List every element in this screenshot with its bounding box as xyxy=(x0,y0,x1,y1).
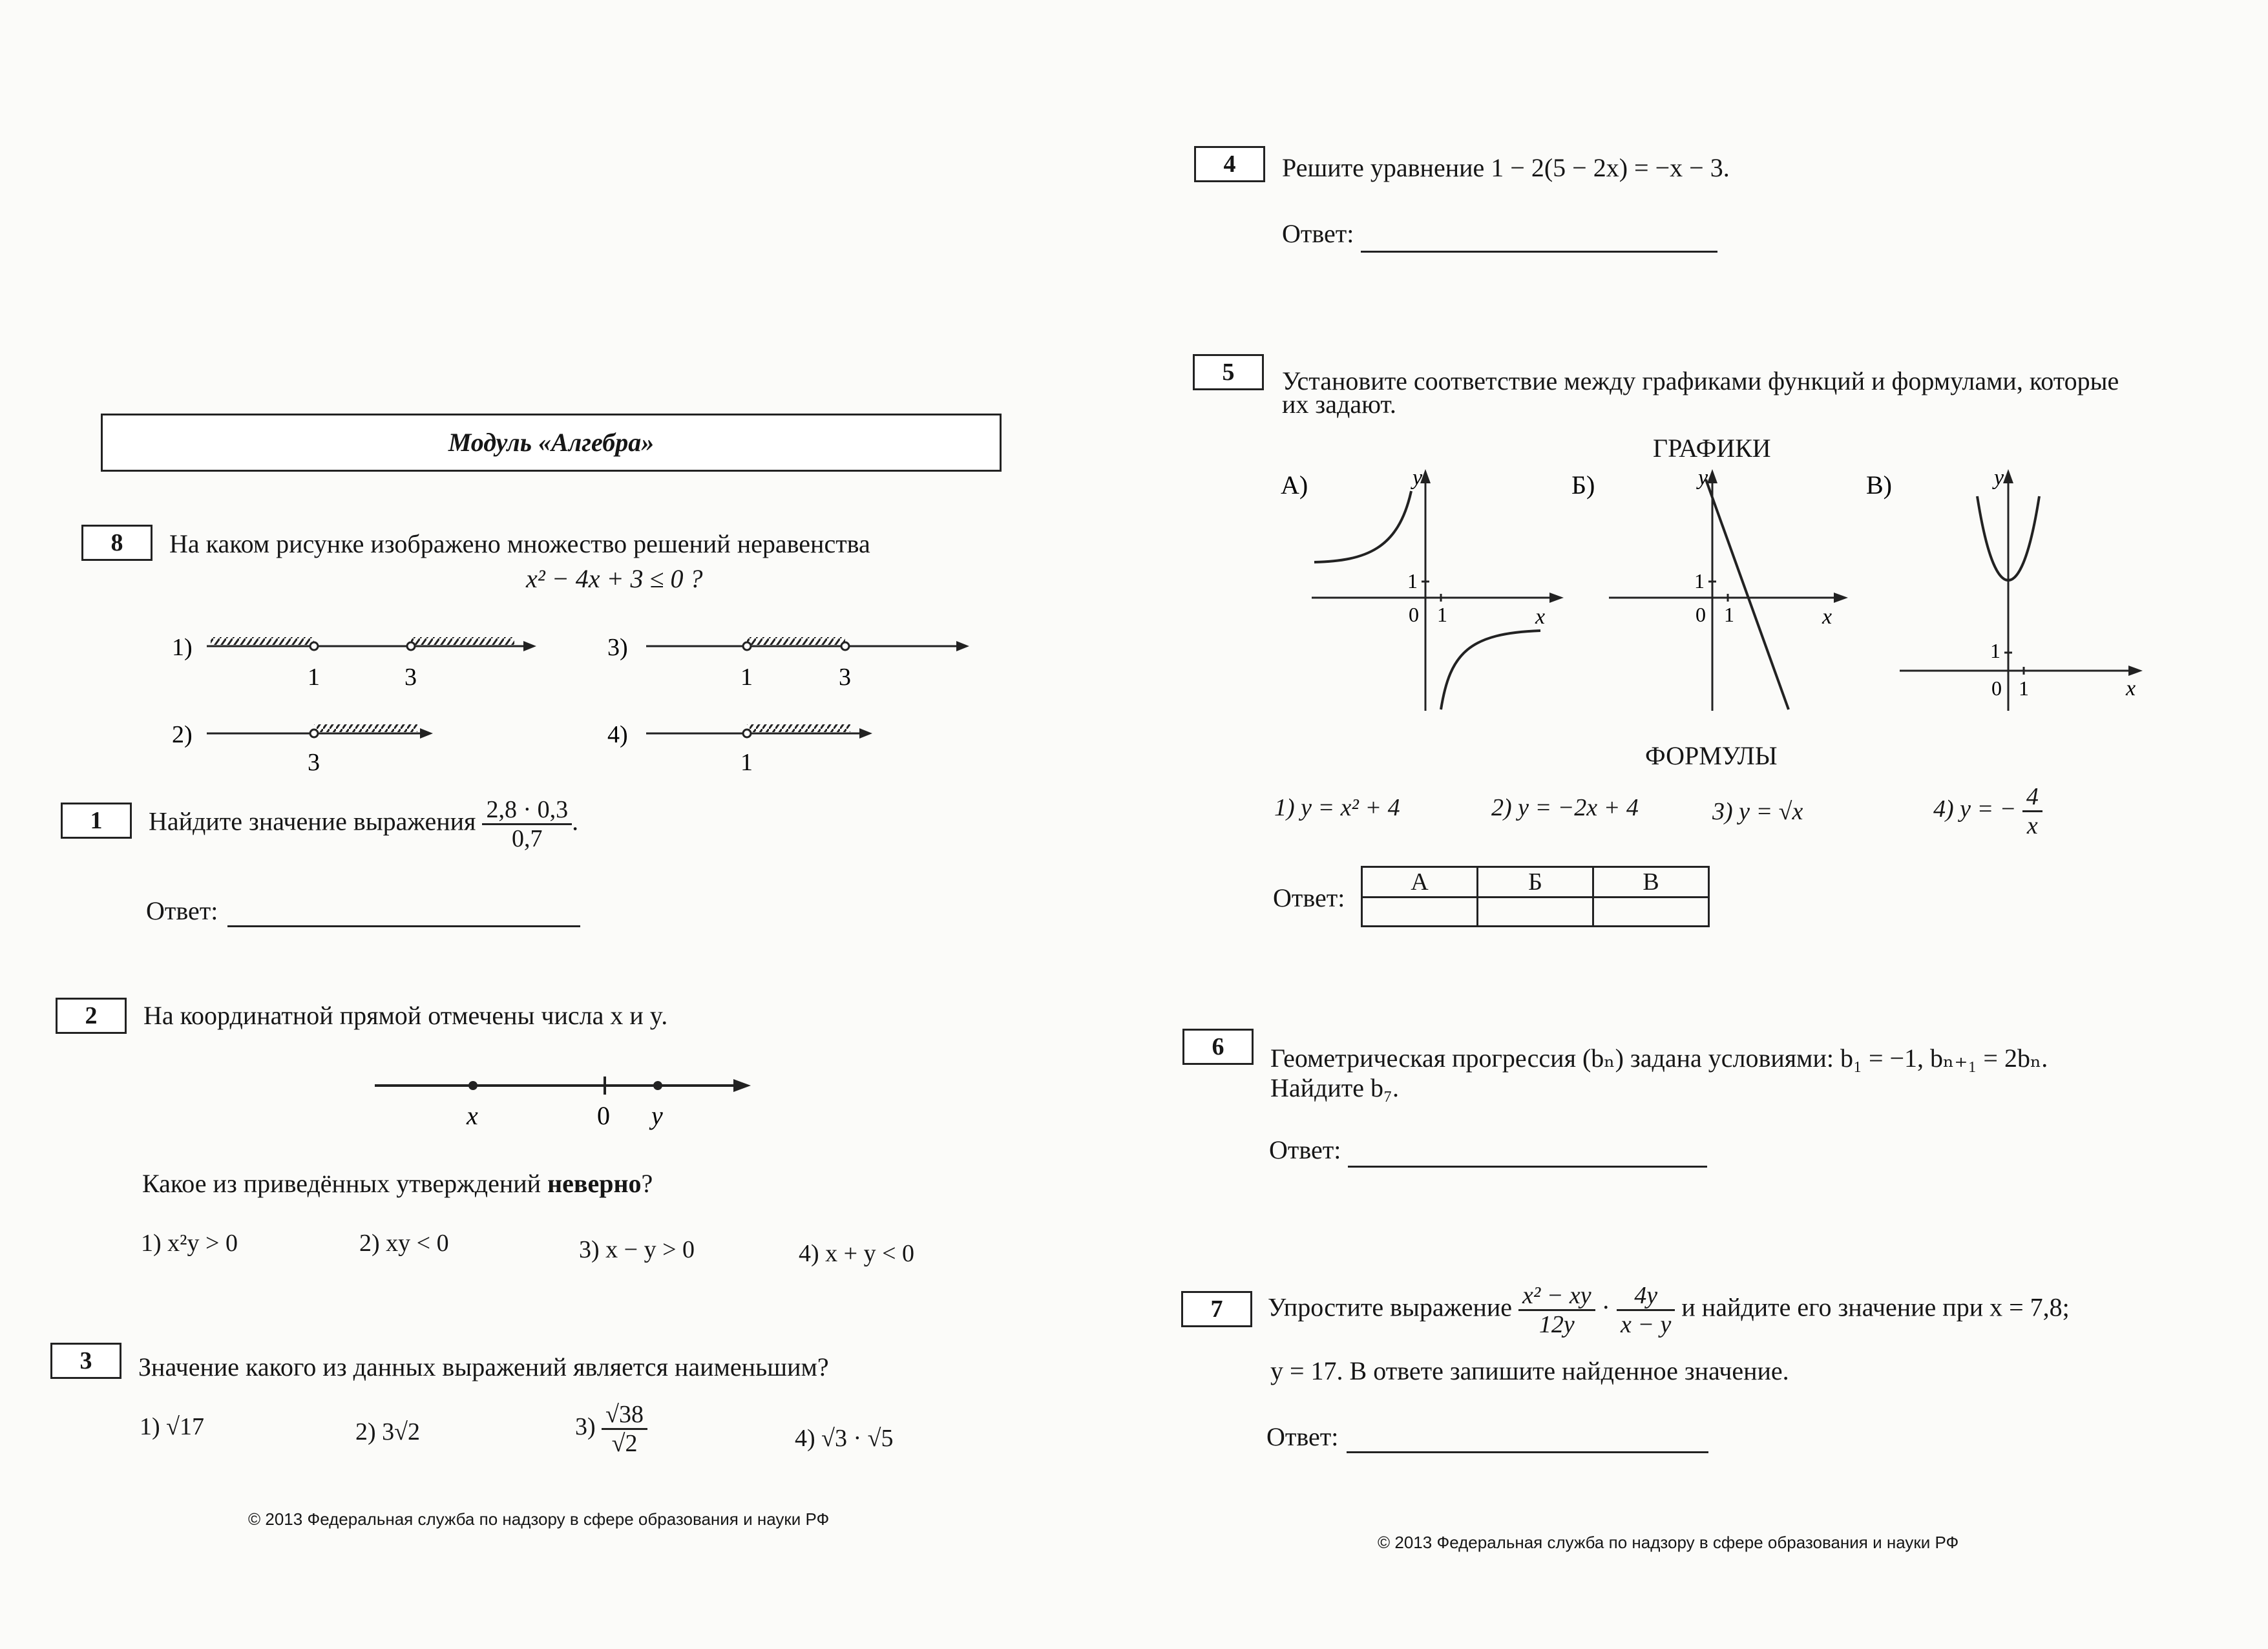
task-number-1: 1 xyxy=(61,803,132,839)
q2-question-text: Какое из приведённых утверждений xyxy=(142,1169,548,1198)
q5-formula-3: 3) y = √x xyxy=(1712,798,1803,825)
q5-table-cell-v[interactable] xyxy=(1593,898,1709,927)
q1-text: Найдите значение выражения xyxy=(149,806,476,836)
q7-prompt: Упростите выражение $\frac{\text{x² − xy}}{12y}$ · $\frac{4y}{x - y}$ и найдите его значение при x = 7,8; xyxy=(1268,1282,2070,1338)
q8-option-3-tick-3: 3 xyxy=(839,664,851,691)
q5-graph-b-label: Б) xyxy=(1571,470,1595,499)
q3-text: Значение какого из данных выражений является наименьшим? xyxy=(138,1352,829,1381)
q4-answer-label: Ответ: xyxy=(1282,219,1354,248)
q5-graph-a-label: А) xyxy=(1281,470,1308,499)
q5-graph-b-one-y: 1 xyxy=(1694,569,1705,593)
q5-formula-4-numerator: 4 xyxy=(2022,783,2042,812)
task-number-4: 4 xyxy=(1194,146,1265,182)
q2-question xyxy=(142,1168,653,1199)
q8-number-lines xyxy=(155,620,995,788)
q1-fraction xyxy=(482,796,572,852)
q1-numerator: 2,8 · 0,3 xyxy=(482,796,572,825)
q2-option-2[interactable]: 2) xy < 0 xyxy=(359,1230,449,1257)
q6-answer-label: Ответ: xyxy=(1269,1135,1341,1164)
q7-fraction-2 xyxy=(1617,1282,1675,1338)
q8-option-4-line xyxy=(646,724,872,739)
q5-graph-b-y: y xyxy=(1698,466,1708,490)
q7-fraction-1-numerator: x² − xy xyxy=(1518,1282,1595,1311)
q5-graph-v-x: x xyxy=(2126,677,2136,700)
q5-table-header-v: В xyxy=(1593,867,1709,898)
q5-graph-b xyxy=(1566,465,1851,717)
task-number-3: 3 xyxy=(50,1343,121,1379)
task-number-7: 7 xyxy=(1181,1291,1252,1327)
q4-text: Решите уравнение 1 − 2(5 − 2x) = −x − 3. xyxy=(1282,153,1730,182)
q2-label-y: y xyxy=(651,1101,663,1130)
q2-text: На координатной прямой отмечены числа x и y. xyxy=(143,1001,668,1030)
q8-option-4-tick-1: 1 xyxy=(740,749,753,776)
q7-text-start: Упростите выражение xyxy=(1268,1292,1513,1322)
q1-answer-label: Ответ: xyxy=(146,896,218,925)
q8-option-1-tick-1: 1 xyxy=(308,664,320,691)
q8-option-2-line xyxy=(207,724,433,739)
q5-graph-b-x: x xyxy=(1822,605,1832,629)
q4-answer-field[interactable] xyxy=(1361,251,1717,253)
q5-table-cell-a[interactable] xyxy=(1362,898,1478,927)
q1-answer-field[interactable] xyxy=(227,925,580,927)
q2-option-3[interactable]: 3) x − y > 0 xyxy=(579,1236,695,1263)
q7-fraction-1-denominator: 12y xyxy=(1538,1311,1575,1338)
q5-graph-a-one-y: 1 xyxy=(1407,569,1418,593)
q5-graph-a-x: x xyxy=(1535,605,1546,629)
q5-formula-4 xyxy=(1933,783,2042,839)
q2-label-0: 0 xyxy=(597,1101,610,1130)
q8-option-1-tick-3: 3 xyxy=(404,664,417,691)
q6-answer-field[interactable] xyxy=(1348,1166,1707,1168)
q1-prompt: Найдите значение выражения $\frac{2,8 \cdot 0,3}{0,7}$ . xyxy=(149,796,579,852)
q3-option-3-fraction xyxy=(602,1401,647,1457)
q7-text-line2: y = 17. В ответе запишите найденное значение. xyxy=(1270,1356,1789,1385)
q2-label-x: x xyxy=(467,1101,478,1130)
q1-denominator: 0,7 xyxy=(512,825,543,852)
q5-formula-2: 2) y = −2x + 4 xyxy=(1491,794,1639,821)
q3-option-3-denominator: √2 xyxy=(611,1430,638,1457)
footer-right: © 2013 Федеральная служба по надзору в сфере образования и науки РФ xyxy=(1378,1533,1959,1552)
q5-graph-v-one-x: 1 xyxy=(2019,677,2029,700)
q5-formula-1: 1) y = x² + 4 xyxy=(1274,794,1400,821)
q6-text-line2: Найдите b₇. xyxy=(1270,1073,1399,1102)
q5-graphs-title: ГРАФИКИ xyxy=(1653,434,1771,463)
q7-answer-label: Ответ: xyxy=(1266,1422,1339,1451)
q5-text-line2: их задают. xyxy=(1282,390,1396,419)
q7-answer-field[interactable] xyxy=(1347,1451,1708,1453)
q5-graph-a-y: y xyxy=(1412,466,1423,490)
q5-formulas-title: ФОРМУЛЫ xyxy=(1645,741,1778,770)
q8-option-3-label: 3) xyxy=(607,634,628,661)
q5-table-header-a: А xyxy=(1362,867,1478,898)
q5-graph-a-zero: 0 xyxy=(1409,603,1419,626)
q5-graph-v xyxy=(1861,465,2145,717)
q3-option-3-numerator: √38 xyxy=(602,1401,647,1430)
q6-text-line1: Геометрическая прогрессия (bₙ) задана условиями: b₁ = −1, bₙ₊₁ = 2bₙ. xyxy=(1270,1044,2048,1073)
q5-graph-a xyxy=(1276,465,1573,717)
q5-graph-v-one-y: 1 xyxy=(1990,639,2000,662)
q5-formula-4-denominator: x xyxy=(2026,812,2038,839)
q3-option-4[interactable]: 4) √3 · √5 xyxy=(795,1425,894,1452)
q8-option-4-label: 4) xyxy=(607,721,628,748)
q8-option-1-line xyxy=(207,637,536,651)
q8-option-2-tick-3: 3 xyxy=(308,749,320,776)
q7-text-end: и найдите его значение при x = 7,8; xyxy=(1681,1292,2070,1322)
q3-option-3-label: 3) xyxy=(575,1413,596,1441)
q8-text: На каком рисунке изображено множество решений неравенства xyxy=(169,529,870,558)
q5-text-line1: Установите соответствие между графиками функций и формулами, которые xyxy=(1282,366,2119,395)
q5-graph-v-y: y xyxy=(1994,466,2004,490)
q3-option-2[interactable]: 2) 3√2 xyxy=(355,1418,421,1445)
q5-graph-v-label: В) xyxy=(1866,470,1892,499)
q5-graph-b-zero: 0 xyxy=(1696,603,1706,626)
q7-fraction-2-numerator: 4y xyxy=(1617,1282,1675,1311)
task-number-8: 8 xyxy=(81,525,152,561)
q8-option-3-tick-1: 1 xyxy=(740,664,753,691)
q5-table-cell-b[interactable] xyxy=(1478,898,1593,927)
task-number-2: 2 xyxy=(56,998,127,1034)
q2-option-4[interactable]: 4) x + y < 0 xyxy=(799,1240,915,1267)
q8-inequality: x² − 4x + 3 ≤ 0 ? xyxy=(526,564,703,593)
q3-option-3[interactable] xyxy=(575,1401,647,1457)
q5-graph-v-zero: 0 xyxy=(1991,677,2002,700)
footer-left: © 2013 Федеральная служба по надзору в сфере образования и науки РФ xyxy=(248,1509,830,1529)
q5-table-header-b: Б xyxy=(1478,867,1593,898)
q8-option-1-label: 1) xyxy=(172,634,193,661)
task-number-6: 6 xyxy=(1182,1029,1254,1065)
q8-option-2-label: 2) xyxy=(172,721,193,748)
q5-formula-4-text: 4) y = − xyxy=(1933,795,2017,823)
task-number-5: 5 xyxy=(1193,354,1264,390)
q2-option-1[interactable]: 1) x²y > 0 xyxy=(141,1230,238,1257)
q7-fraction-2-denominator: x − y xyxy=(1621,1311,1672,1338)
q2-question-end: ? xyxy=(641,1169,653,1198)
q7-fraction-1 xyxy=(1518,1282,1595,1338)
q5-graph-a-one-x: 1 xyxy=(1437,603,1447,626)
module-title: Модуль «Алгебра» xyxy=(101,414,1002,472)
q8-option-3-line xyxy=(646,637,969,651)
q5-formula-4-fraction xyxy=(2022,783,2042,839)
q2-coordinate-line xyxy=(362,1066,762,1137)
q2-question-bold: неверно xyxy=(547,1169,642,1198)
q5-answer-table xyxy=(1361,866,1710,927)
q5-answer-label: Ответ: xyxy=(1273,883,1345,912)
q5-graph-b-one-x: 1 xyxy=(1724,603,1734,626)
q3-option-1[interactable]: 1) √17 xyxy=(140,1413,205,1440)
